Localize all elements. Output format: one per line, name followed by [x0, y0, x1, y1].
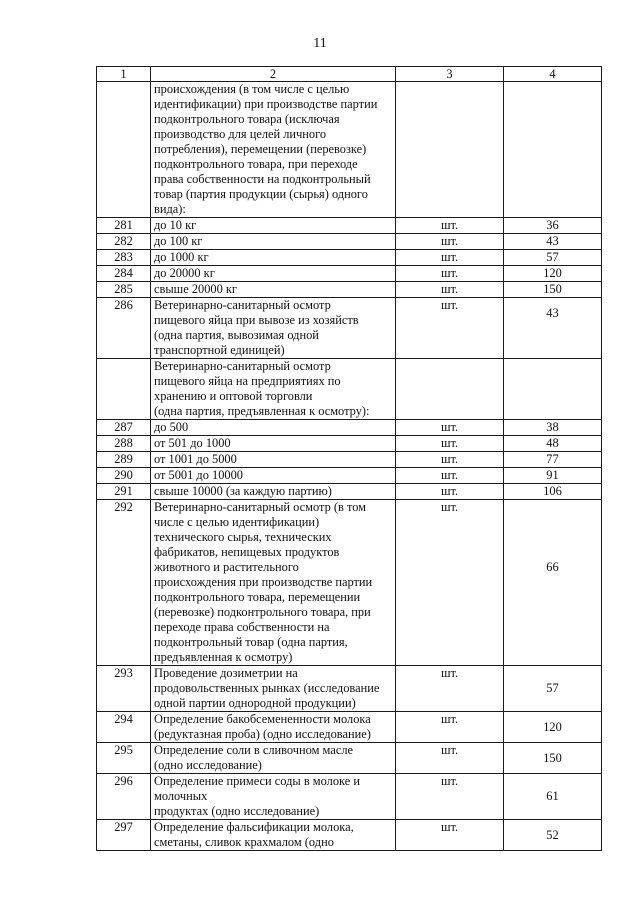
description-line: подконтрольного товара (исключая: [154, 112, 340, 126]
row-number: 285: [97, 282, 151, 298]
row-price: 36: [504, 218, 602, 234]
row-price: 61: [504, 774, 602, 820]
row-number: 282: [97, 234, 151, 250]
description-line: происхождения (в том числе с целью: [154, 82, 350, 96]
row-price: 150: [504, 282, 602, 298]
row-description: [151, 82, 396, 218]
row-unit: шт.: [396, 218, 504, 234]
row-number: 295: [97, 743, 151, 774]
description-line: Ветеринарно-санитарный осмотр (в том: [154, 500, 367, 514]
column-header: 2: [151, 67, 396, 82]
description-line: числе с целью идентификации): [154, 515, 320, 529]
table-row: [97, 484, 602, 500]
description-line: переходе права собственности на: [154, 620, 330, 634]
row-number: 292: [97, 500, 151, 666]
row-number: 296: [97, 774, 151, 820]
description-line: производство для целей личного: [154, 127, 327, 141]
row-description: до 10 кг: [151, 218, 396, 234]
row-price: [504, 359, 602, 420]
row-unit: шт.: [396, 436, 504, 452]
description-line: (редуктазная проба) (одно исследование): [154, 727, 371, 741]
row-unit: шт.: [396, 298, 504, 359]
table-row: [97, 774, 602, 820]
row-description: [151, 774, 396, 820]
description-line: хранению и оптовой торговли: [154, 389, 313, 403]
description-line: Определение фальсификации молока,: [154, 820, 354, 834]
row-number: 287: [97, 420, 151, 436]
row-description: [151, 298, 396, 359]
row-description: [151, 820, 396, 851]
description-line: потребления), перемещении (перевозке): [154, 142, 367, 156]
row-description: до 1000 кг: [151, 250, 396, 266]
row-price: 57: [504, 666, 602, 712]
table-row: [97, 820, 602, 851]
row-unit: шт.: [396, 420, 504, 436]
description-line: подконтрольного товара, перемещении: [154, 590, 361, 604]
row-price: 66: [504, 500, 602, 666]
description-line: сметаны, сливок крахмалом (одно: [154, 835, 334, 849]
row-unit: шт.: [396, 774, 504, 820]
table-row: [97, 298, 602, 359]
row-unit: шт.: [396, 484, 504, 500]
column-header: 1: [97, 67, 151, 82]
description-line: животного и растительного: [154, 560, 299, 574]
row-price: 57: [504, 250, 602, 266]
table-row: [97, 234, 602, 250]
row-description: до 100 кг: [151, 234, 396, 250]
table-row: [97, 282, 602, 298]
row-description: свыше 10000 (за каждую партию): [151, 484, 396, 500]
row-number: 293: [97, 666, 151, 712]
description-line: товар (партия продукции (сырья) одного: [154, 187, 368, 201]
table-row: [97, 420, 602, 436]
row-unit: шт.: [396, 468, 504, 484]
description-line: Определение соли в сливочном масле: [154, 743, 353, 757]
row-unit: шт.: [396, 250, 504, 266]
description-line: (одна партия, предъявленная к осмотру):: [154, 404, 370, 418]
row-number: 288: [97, 436, 151, 452]
description-line: Определение примеси соды в молоке и: [154, 774, 360, 788]
description-line: Ветеринарно-санитарный осмотр: [154, 359, 331, 373]
description-line: предъявленная к осмотру): [154, 650, 293, 664]
row-price: 150: [504, 743, 602, 774]
row-price: [504, 82, 602, 218]
row-unit: шт.: [396, 452, 504, 468]
description-line: технического сырья, технических: [154, 530, 332, 544]
row-price: 43: [504, 298, 602, 359]
row-number: [97, 359, 151, 420]
table-row: [97, 712, 602, 743]
row-price: 120: [504, 712, 602, 743]
column-header: 4: [504, 67, 602, 82]
row-number: 284: [97, 266, 151, 282]
table-row: [97, 359, 602, 420]
table-row: [97, 82, 602, 218]
row-price: 77: [504, 452, 602, 468]
description-line: подконтрольный товар (одна партия,: [154, 635, 348, 649]
column-header: 3: [396, 67, 504, 82]
table-row: [97, 266, 602, 282]
row-price: 43: [504, 234, 602, 250]
row-unit: шт.: [396, 500, 504, 666]
row-unit: шт.: [396, 712, 504, 743]
row-price: 120: [504, 266, 602, 282]
row-number: 294: [97, 712, 151, 743]
row-description: [151, 359, 396, 420]
page-number: 11: [313, 36, 327, 51]
row-price: 48: [504, 436, 602, 452]
row-description: [151, 743, 396, 774]
row-number: 286: [97, 298, 151, 359]
description-line: транспортной единицей): [154, 343, 285, 357]
description-line: Определение бакобсемененности молока: [154, 712, 371, 726]
description-line: пищевого яйца при вывозе из хозяйств: [154, 313, 359, 327]
row-number: 289: [97, 452, 151, 468]
row-description: от 501 до 1000: [151, 436, 396, 452]
row-unit: шт.: [396, 234, 504, 250]
description-line: фабрикатов, непищевых продуктов: [154, 545, 340, 559]
row-number: 290: [97, 468, 151, 484]
table-row: [97, 468, 602, 484]
row-price: 38: [504, 420, 602, 436]
description-line: идентификации) при производстве партии: [154, 97, 378, 111]
row-price: 106: [504, 484, 602, 500]
row-description: [151, 712, 396, 743]
table-header-row: [97, 67, 602, 82]
description-line: (перевозке) подконтрольного товара, при: [154, 605, 371, 619]
row-number: 291: [97, 484, 151, 500]
row-description: [151, 500, 396, 666]
row-description: до 20000 кг: [151, 266, 396, 282]
row-unit: шт.: [396, 666, 504, 712]
description-line: пищевого яйца на предприятиях по: [154, 374, 341, 388]
description-line: вида):: [154, 202, 186, 216]
row-number: 281: [97, 218, 151, 234]
row-description: до 500: [151, 420, 396, 436]
description-line: (одна партия, вывозимая одной: [154, 328, 319, 342]
table-row: [97, 743, 602, 774]
row-unit: шт.: [396, 820, 504, 851]
row-number: 283: [97, 250, 151, 266]
description-line: права собственности на подконтрольный: [154, 172, 371, 186]
description-line: Ветеринарно-санитарный осмотр: [154, 298, 331, 312]
table-row: [97, 666, 602, 712]
description-line: молочных: [154, 789, 208, 803]
table-row: [97, 500, 602, 666]
row-description: свыше 20000 кг: [151, 282, 396, 298]
description-line: (одно исследование): [154, 758, 262, 772]
description-line: продуктах (одно исследование): [154, 804, 320, 818]
fee-table: [96, 66, 602, 851]
table-row: [97, 436, 602, 452]
description-line: одной партии однородной продукции): [154, 696, 356, 710]
table-row: [97, 452, 602, 468]
row-unit: [396, 82, 504, 218]
table-row: [97, 218, 602, 234]
row-unit: шт.: [396, 743, 504, 774]
row-price: 91: [504, 468, 602, 484]
row-unit: [396, 359, 504, 420]
row-price: 52: [504, 820, 602, 851]
description-line: продовольственных рынках (исследование: [154, 681, 380, 695]
row-description: [151, 666, 396, 712]
row-number: 297: [97, 820, 151, 851]
row-description: от 5001 до 10000: [151, 468, 396, 484]
row-number: [97, 82, 151, 218]
row-description: от 1001 до 5000: [151, 452, 396, 468]
row-unit: шт.: [396, 266, 504, 282]
row-unit: шт.: [396, 282, 504, 298]
description-line: Проведение дозиметрии на: [154, 666, 298, 680]
description-line: происхождения при производстве партии: [154, 575, 373, 589]
table-row: [97, 250, 602, 266]
description-line: подконтрольного товара, при переходе: [154, 157, 358, 171]
